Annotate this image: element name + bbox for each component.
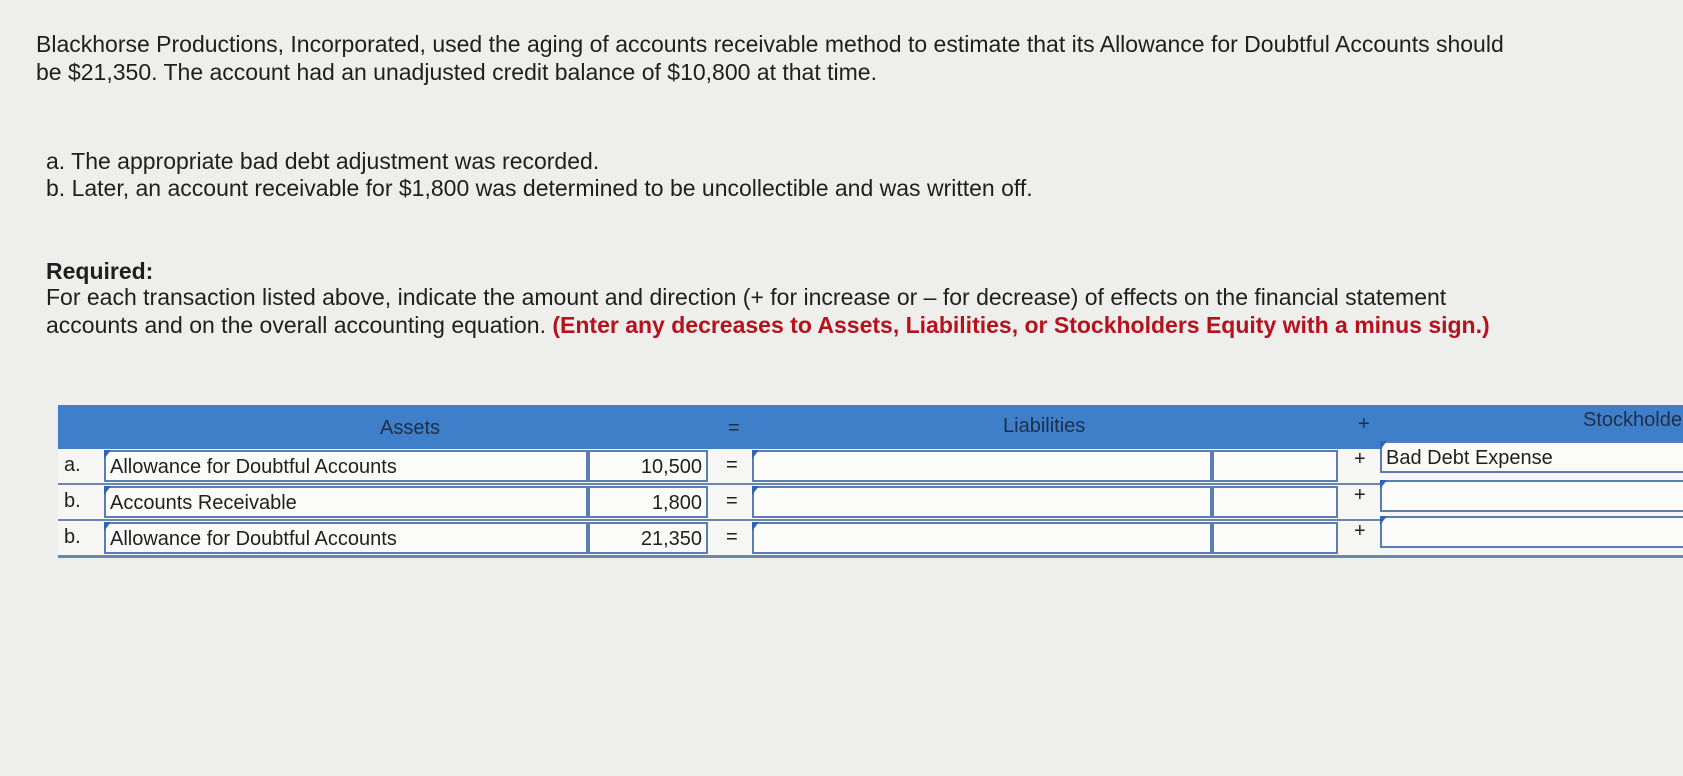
row-letter: a. — [64, 454, 81, 476]
equals-sign: = — [726, 454, 738, 476]
equation-table — [58, 405, 1683, 555]
liability-amount-input[interactable] — [1212, 486, 1338, 518]
instructions-text: For each transaction listed above, indicate the amount and direction (+ for increase or – for decrease) of effects on the financial statement accounts and on the overall accounting equation. — [46, 284, 1447, 338]
stockholders-header: Stockholde — [1583, 409, 1682, 431]
equals-header: = — [728, 417, 740, 439]
asset-amount-input[interactable]: 1,800 — [588, 486, 708, 518]
required-heading: Required: — [46, 258, 154, 284]
equity-account-select[interactable] — [1380, 516, 1683, 548]
equity-account-select[interactable] — [1380, 480, 1683, 512]
asset-account-select[interactable]: Allowance for Doubtful Accounts — [104, 450, 588, 482]
asset-account-select[interactable]: Accounts Receivable — [104, 486, 588, 518]
equals-sign: = — [726, 526, 738, 548]
liability-account-select[interactable] — [752, 486, 1212, 518]
plus-header: + — [1358, 413, 1370, 435]
liability-account-select[interactable] — [752, 522, 1212, 554]
row-letter: b. — [64, 526, 81, 548]
instructions-emphasis: (Enter any decreases to Assets, Liabilities, or Stockholders Equity with a minus sign.) — [552, 312, 1490, 338]
liability-amount-input[interactable] — [1212, 450, 1338, 482]
problem-intro: Blackhorse Productions, Incorporated, used the aging of accounts receivable method to estimate that its Allowance for Doubtful Accounts should be $21,350. The account had an unadjusted credit balance of $10,800 at that time. — [36, 31, 1504, 85]
asset-account-select[interactable]: Allowance for Doubtful Accounts — [104, 522, 588, 554]
asset-amount-input[interactable]: 10,500 — [588, 450, 708, 482]
instructions — [46, 283, 1516, 339]
liabilities-header: Liabilities — [1003, 415, 1086, 437]
asset-amount-input[interactable]: 21,350 — [588, 522, 708, 554]
assets-header: Assets — [380, 417, 441, 439]
table-row — [58, 521, 1683, 558]
transaction-a: a. The appropriate bad debt adjustment was recorded. — [46, 148, 600, 174]
plus-sign: + — [1354, 484, 1366, 506]
liability-account-select[interactable] — [752, 450, 1212, 482]
transaction-b: b. Later, an account receivable for $1,800 was determined to be uncollectible and was written off. — [46, 175, 1033, 201]
row-letter: b. — [64, 490, 81, 512]
plus-sign: + — [1354, 448, 1366, 470]
liability-amount-input[interactable] — [1212, 522, 1338, 554]
equals-sign: = — [726, 490, 738, 512]
equity-account-select[interactable]: Bad Debt Expense — [1380, 441, 1683, 473]
plus-sign: + — [1354, 520, 1366, 542]
